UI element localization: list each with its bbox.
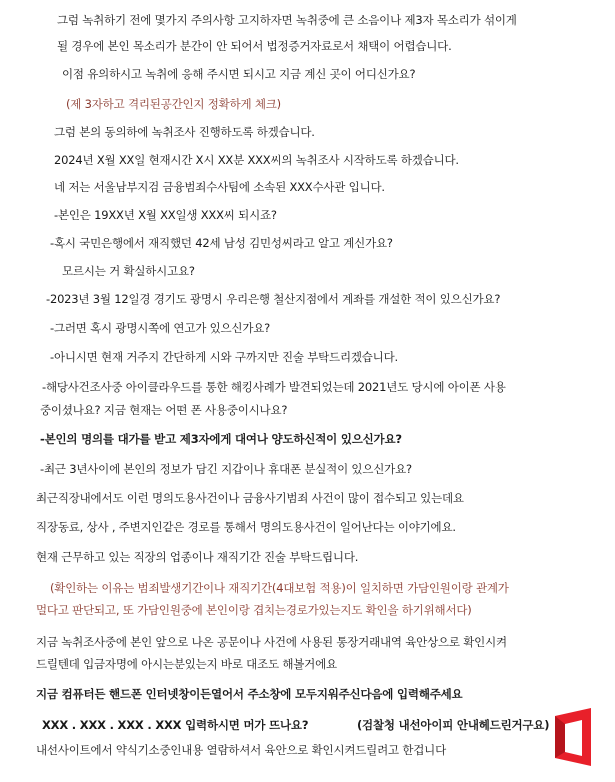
text-line: -그러면 혹시 광명시쪽에 연고가 있으신가요? xyxy=(50,321,271,335)
text-line: -2023년 3월 12일경 경기도 광명시 우리은행 철산지점에서 계좌를 개설한 적이 있으신가요? xyxy=(46,292,501,306)
annotation-line: (확인하는 이유는 범죄발생기간이나 재직기간(4대보험 적용)이 일치하면 가담인원이랑 관계가 xyxy=(50,581,509,595)
text-line: 현재 근무하고 있는 직장의 업종이나 재직기간 진술 부탁드립니다. xyxy=(36,550,359,564)
annotation-line: (제 3자하고 격리된공간인지 정확하게 체크) xyxy=(66,97,281,111)
text-line: 그럼 녹취하기 전에 몇가지 주의사항 고지하자면 녹취중에 큰 소음이나 제3자 목소리가 섞이게 xyxy=(57,13,517,27)
text-line: 드릴텐데 입금자명에 아시는분있는지 바로 대조도 해볼거에요 xyxy=(36,657,337,671)
text-line: XXX . XXX . XXX . XXX 입력하시면 머가 뜨나요? xyxy=(42,718,309,732)
text-line: -본인은 19XX년 X월 XX일생 XXX씨 되시죠? xyxy=(54,208,277,222)
text-line: 지금 녹취조사중에 본인 앞으로 나온 공문이나 사건에 사용된 통장거래내역 육안상으로 확인시켜 xyxy=(36,635,507,649)
text-line: -혹시 국민은행에서 재직했던 42세 남성 김민성씨라고 알고 계신가요? xyxy=(50,236,393,250)
text-line: 될 경우에 본인 목소리가 분간이 안 되어서 법정증거자료로서 채택이 어렵습니다. xyxy=(57,39,452,53)
text-line: 직장동료, 상사 , 주변지인같은 경로를 통해서 명의도용사건이 일어난다는 이야기에요. xyxy=(36,520,456,534)
text-line: -해당사건조사중 아이클라우드를 통한 해킹사례가 발견되었는데 2021년도 당시에 아이폰 사용 xyxy=(42,380,506,394)
text-line: (검찰청 내선아이피 안내헤드린거구요) xyxy=(357,718,550,732)
text-line: 최근직장내에서도 이런 명의도용사건이나 금융사기범죄 사건이 많이 접수되고 있는데요 xyxy=(36,491,464,505)
red-corner-logo-icon xyxy=(552,706,598,768)
text-line: 네 저는 서울남부지검 금융범죄수사팀에 소속된 XXX수사관 입니다. xyxy=(54,180,385,194)
text-line: -아니시면 현재 거주지 간단하게 시와 구까지만 진술 부탁드리겠습니다. xyxy=(50,350,398,364)
text-line: 지금 컴퓨터든 핸드폰 인터넷창이든열어서 주소창에 모두지워주신다음에 입력해주세요 xyxy=(36,687,463,701)
text-line: -최근 3년사이에 본인의 정보가 담긴 지갑이나 휴대폰 분실적이 있으신가요? xyxy=(40,462,412,476)
text-line: -본인의 명의를 대가를 받고 제3자에게 대여나 양도하신적이 있으신가요? xyxy=(40,432,402,446)
text-line: 이점 유의하시고 녹취에 응해 주시면 되시고 지금 계신 곳이 어디신가요? xyxy=(62,67,416,81)
text-line: 중이셨나요? 지금 현재는 어떤 폰 사용중이시나요? xyxy=(40,403,288,417)
text-line: 내선사이트에서 약식기소중인내용 열람하셔서 육안으로 확인시켜드릴려고 한겁니다 xyxy=(36,743,446,757)
text-line: 2024년 X월 XX일 현재시간 X시 XX분 XXX씨의 녹취조사 시작하도록 하겠습니다. xyxy=(54,153,459,167)
text-line: 모르시는 거 확실하시고요? xyxy=(62,264,195,278)
text-line: 그럼 본의 동의하에 녹취조사 진행하도록 하겠습니다. xyxy=(54,125,315,139)
annotation-line: 멀다고 판단되고, 또 가담인원중에 본인이랑 겹치는경로가있는지도 확인을 하기위해서다) xyxy=(36,603,472,617)
